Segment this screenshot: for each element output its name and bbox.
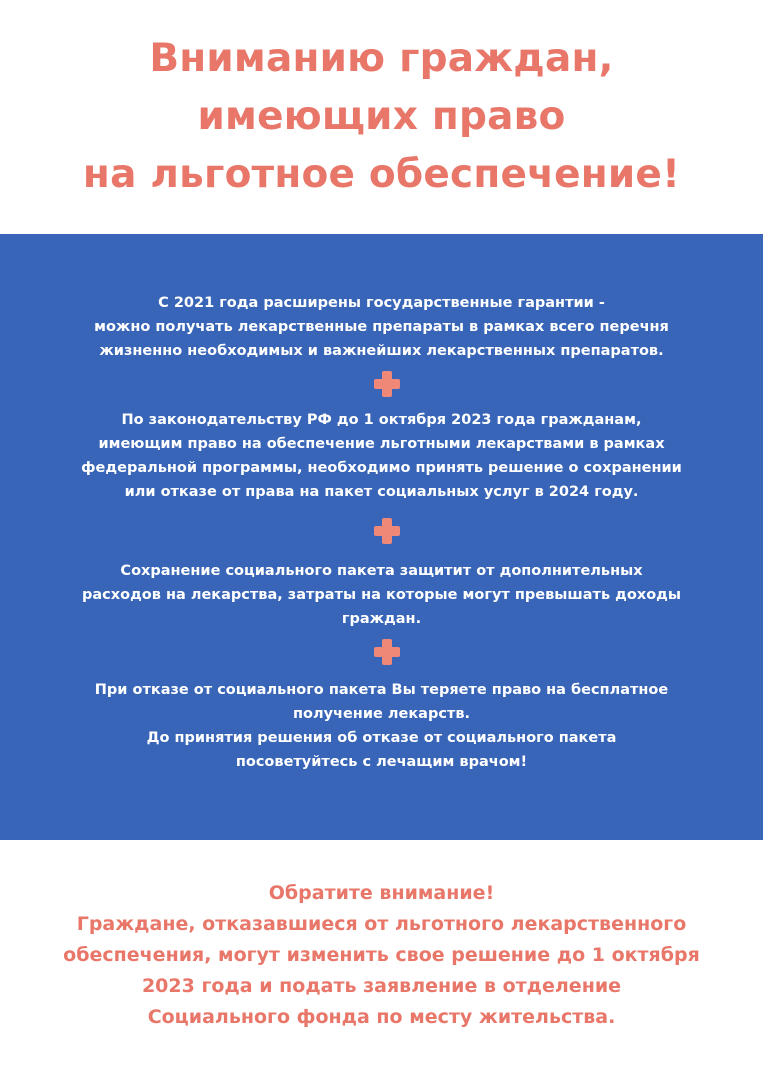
paragraph-line: При отказе от социального пакета Вы теряете право на бесплатное xyxy=(94,682,669,698)
note-line: обеспечения, могут изменить свое решение до 1 октября xyxy=(63,944,700,966)
paragraph-line: По законодательству РФ до 1 октября 2023 года гражданам, xyxy=(121,412,642,428)
info-paragraph-social-package xyxy=(0,559,763,631)
medical-cross-icon xyxy=(374,639,400,665)
medical-cross-icon xyxy=(374,518,400,544)
title-line: имеющих право xyxy=(197,94,566,139)
note-line: 2023 года и подать заявление в отделение xyxy=(141,975,622,997)
paragraph-line: можно получать лекарственные препараты в рамках всего перечня xyxy=(94,319,669,335)
page-title xyxy=(0,30,763,204)
note-line: Граждане, отказавшиеся от льготного лекарственного xyxy=(76,913,687,935)
info-paragraph-guarantees xyxy=(0,291,763,363)
paragraph-line: граждан. xyxy=(341,611,422,627)
paragraph-line: С 2021 года расширены государственные гарантии - xyxy=(158,295,605,311)
paragraph-line: жизненно необходимых и важнейших лекарственных препаратов. xyxy=(99,343,664,359)
note-line: Социального фонда по месту жительства. xyxy=(147,1006,616,1028)
title-line: Вниманию граждан, xyxy=(149,36,614,81)
info-paragraph-refusal xyxy=(0,678,763,774)
attention-note xyxy=(0,878,763,1033)
paragraph-line: получение лекарств. xyxy=(292,706,471,722)
title-line: на льготное обеспечение! xyxy=(82,152,681,197)
info-paragraph-legislation xyxy=(0,408,763,504)
info-panel xyxy=(0,234,763,840)
paragraph-line: До принятия решения об отказе от социального пакета xyxy=(146,730,617,746)
medical-cross-icon xyxy=(374,371,400,397)
paragraph-line: федеральной программы, необходимо принять решение о сохранении xyxy=(81,460,682,476)
paragraph-line: посоветуйтесь с лечащим врачом! xyxy=(235,754,528,770)
paragraph-line: имеющим право на обеспечение льготными лекарствами в рамках xyxy=(98,436,665,452)
paragraph-line: расходов на лекарства, затраты на которые могут превышать доходы xyxy=(82,587,681,603)
note-heading: Обратите внимание! xyxy=(268,882,495,904)
paragraph-line: Сохранение социального пакета защитит от дополнительных xyxy=(120,563,643,579)
paragraph-line: или отказе от права на пакет социальных услуг в 2024 году. xyxy=(124,484,639,500)
